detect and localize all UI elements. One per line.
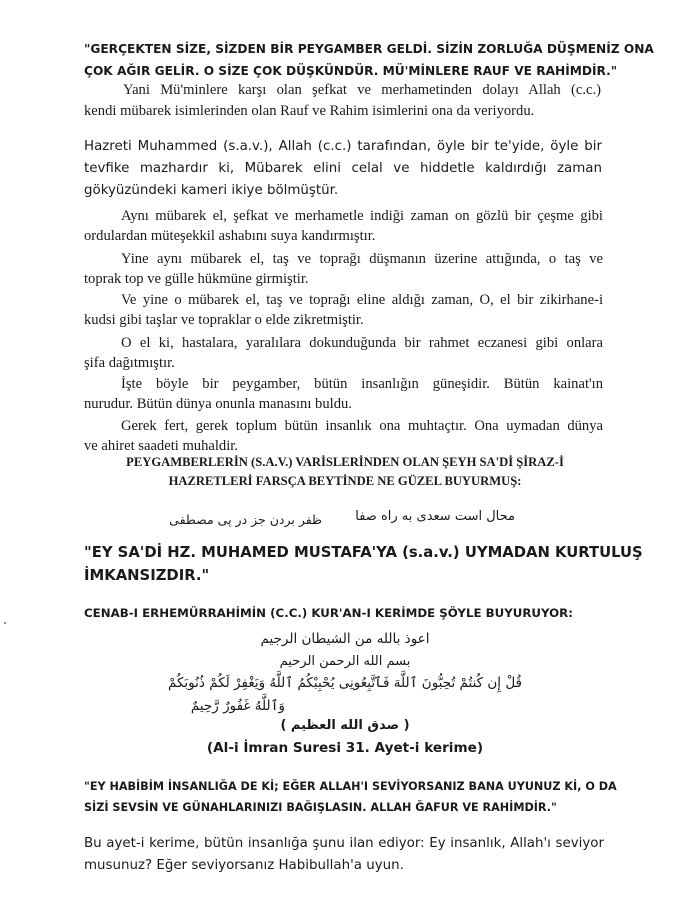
quote-line: ÇOK AĞIR GELİR. O SİZE ÇOK DÜŞKÜNDÜR. MÜ'MİNLERE RAUF VE RAHİMDİR." <box>84 64 618 78</box>
quote-line: "EY SA'Dİ HZ. MUHAMED MUSTAFA'YA (s.a.v.) UYMADAN KURTULUŞ <box>84 544 643 561</box>
paragraph-line: tevfike mazhardır ki, Mübarek elini celal ve hiddetle kaldırdığı zaman <box>84 161 602 176</box>
paragraph-line: gökyüzündeki kameri ikiye bölmüştür. <box>84 183 339 198</box>
paragraph-line: nurudur. Bütün dünya onunla manasını buldu. <box>84 396 352 412</box>
paragraph-line: ve ahiret saadeti muhaldir. <box>84 438 238 454</box>
section-heading: CENAB-I ERHEMÜRRAHİMİN (C.C.) KUR'AN-I KERİMDE ŞÖYLE BUYURUYOR: <box>84 606 573 620</box>
arabic-line: وَٱللَّهُ غَفُورٌ رَّحِيمٌ <box>190 698 285 714</box>
arabic-line: قُلْ إِن كُنتُمْ تُحِبُّونَ ٱللَّهَ فَٱتَّبِعُونِى يُحْبِبْكُمُ ٱللَّهُ وَيَغْفِرْ لَكُمْ ذُنُوبَكُمْ <box>167 675 523 691</box>
arabic-line: اعوذ بالله من الشيطان الرجيم <box>260 631 430 647</box>
paragraph-line: kendi mübarek isimlerinden olan Rauf ve Rahim isimlerini ona da veriyordu. <box>84 103 535 119</box>
paragraph-line: şifa dağıtmıştır. <box>84 355 175 371</box>
section-heading: HAZRETLERİ FARSÇA BEYTİNDE NE GÜZEL BUYURMUŞ: <box>168 474 522 488</box>
paragraph-line: musunuz? Eğer seviyorsanız Habibullah'a uyun. <box>84 858 404 873</box>
paragraph-line: Yine aynı mübarek el, taş ve toprağı düşmanın üzerine attığında, o taş ve <box>121 251 603 267</box>
paragraph-line: O el ki, hastalara, yaralılara dokunduğunda bir rahmet eczanesi gibi onlara <box>121 335 603 351</box>
paragraph-line: Aynı mübarek el, şefkat ve merhametle indiği zaman on gözlü bir çeşme gibi <box>121 208 603 224</box>
paragraph-line: kudsi gibi taşlar ve topraklar o elde zikretmiştir. <box>84 312 364 328</box>
arabic-line: ( صدق الله العظيم ) <box>280 718 410 733</box>
paragraph-line: İşte böyle bir peygamber, bütün insanlığın güneşidir. Bütün kainat'ın <box>121 376 603 392</box>
scan-speck <box>4 622 6 624</box>
section-heading: PEYGAMBERLERİN (S.A.V.) VARİSLERİNDEN OLAN ŞEYH SA'Dİ ŞİRAZ-İ <box>126 455 564 469</box>
quote-line: İMKANSIZDIR." <box>84 567 210 584</box>
paragraph-line: Bu ayet-i kerime, bütün insanlığa şunu ilan ediyor: Ey insanlık, Allah'ı seviyor <box>84 836 604 851</box>
quote-line: "EY HABİBİM İNSANLIĞA DE Kİ; EĞER ALLAH'I SEVİYORSANIZ BANA UYUNUZ Kİ, O DA <box>84 780 617 793</box>
quote-line: SİZİ SEVSİN VE GÜNAHLARINIZI BAĞIŞLASIN. ALLAH ĞAFUR VE RAHİMDİR." <box>84 801 557 814</box>
persian-verse-left: ظفر بردن جز در پی مصطفی <box>169 512 322 527</box>
paragraph-line: Gerek fert, gerek toplum bütün insanlık ona muhtaçtır. Ona uymadan dünya <box>121 418 603 434</box>
paragraph-line: Yani Mü'minlere karşı olan şefkat ve merhametinden dolayı Allah (c.c.) <box>123 82 601 98</box>
arabic-line: بسم الله الرحمن الرحيم <box>279 654 411 669</box>
paragraph-line: Ve yine o mübarek el, taş ve toprağı eline aldığı zaman, O, el bir zikirhane-i <box>121 292 603 308</box>
paragraph-line: ordulardan müteşekkil ashabını suya kandırmıştır. <box>84 228 376 244</box>
quote-line: "GERÇEKTEN SİZE, SİZDEN BİR PEYGAMBER GELDİ. SİZİN ZORLUĞA DÜŞMENİZ ONA <box>84 42 654 56</box>
paragraph-line: Hazreti Muhammed (s.a.v.), Allah (c.c.) tarafından, öyle bir te'yide, öyle bir <box>84 139 602 154</box>
paragraph-line: toprak top ve gülle hükmüne girmiştir. <box>84 271 309 287</box>
persian-verse-right: محال است سعدی به راه صفا <box>355 509 515 524</box>
verse-reference: (Al-i İmran Suresi 31. Ayet-i kerime) <box>206 740 484 756</box>
